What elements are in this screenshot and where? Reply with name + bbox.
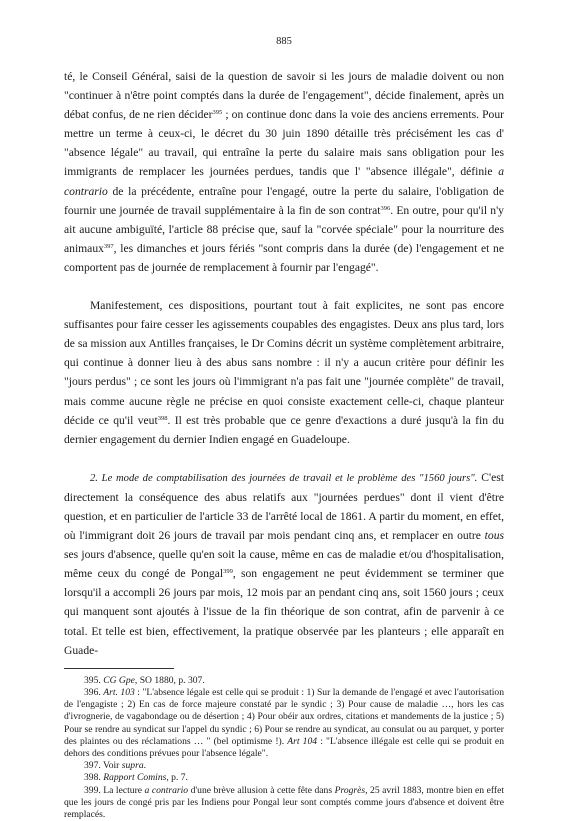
document-page	[64, 36, 504, 821]
page-number: 885	[276, 36, 292, 47]
footnote-395	[64, 675, 504, 687]
text: , les dimanches et jours fériés "sont compris dans la durée (de) l'engagement et ne comportent pas de journée de remplacement à fournir par l'engagé".	[64, 241, 504, 274]
footnote-separator	[64, 668, 174, 669]
text: de la précédente, entraîne pour l'engagé, outre la perte du salaire, l'obligation de fournir une journée de travail supplémentaire à la fin de son contrat	[64, 184, 504, 217]
footnote-ref-397: 397	[103, 242, 114, 250]
italic-text: a contrario	[64, 165, 504, 198]
italic-text: Progrès	[334, 784, 366, 796]
footnotes	[64, 675, 504, 821]
italic-text: Art. 103	[103, 686, 135, 698]
text: Manifestement, ces dispositions, pourtant tout à fait explicites, ne sont pas encore suffisantes pour faire cesser les agissements coupables des engagistes. Deux ans plus tard, lors de sa mission aux Antilles françaises, le Dr Comins décrit un système complètement arbitraire, qui continue à donner lieu à des abus sans nombre : il n'y a aucun critère pour définir les "jours perdus" ; ce sont les jours où l'immigrant n'a pas fait une "journée complète" de travail, mais comme aucune règle ne précise en quoi consiste exactement celle-ci, chaque planteur décide ce qu'il veut	[64, 299, 504, 427]
paragraph-2	[64, 296, 504, 449]
italic-text: Art 104	[287, 735, 318, 747]
text: d'une brève allusion à cette fête dans	[188, 784, 335, 796]
text: , son engagement ne peut évidemment se terminer que lorsqu'il a accompli 26 jours par mois, 12 mois par an pendant cinq ans, soit 1560 jours ; ceux qui manquent sont ajoutés à l'issue de la fin théorique de son contrat, afin de parvenir à ce total. Et telle est bien, effectivement, la pratique observée par les planteurs ; elle apparaît en Guade-	[64, 567, 504, 657]
text: : "L'absence légale est celle qui se produit : 1) Sur la demande de l'engagé et avec l'autorisation de l'engagiste ; 2) En cas de force majeure constaté par le syndic ; 3) Pour cause de maladie …, hors les cas d'ivrognerie, de vagabondage ou de désertion ; 4) Pour obéir aux ordres, citations et mandements de la justice ; 5) Pour se rendre au syndicat sur l'appel du syndic ; 6) Pour se rendre au syndicat, au consulat ou au parquet, y porter des plaintes ou des réclamations … " (bel optimisme !).	[64, 686, 504, 747]
paragraph-3	[64, 468, 504, 660]
footnote-number: 396.	[84, 686, 104, 698]
text: C'est directement la conséquence des abus relatifs aux "journées perdues" dont il vient d'être question, et en particulier de l'article 33 de l'arrêté local de 1861. A partir du moment, en effet, où l'immigrant doit 26 jours de travail par mois pendant cinq ans, et remplacer en outre	[64, 470, 504, 543]
text: ses jours d'absence, quelle qu'en soit la cause, même en cas de maladie et/ou d'hospitalisation, même ceux du congé de Pongal	[64, 548, 504, 581]
footnote-ref-395: 395	[212, 109, 223, 117]
text: . Il est très probable que ce genre d'exactions a duré jusqu'à la fin du dernier engagement du dernier Indien engagé en Guadeloupe.	[64, 413, 504, 446]
text: : "L'absence illégale est celle qui se produit en dehors des conditions prévues pour l'absence légale".	[64, 735, 504, 759]
footnote-399	[64, 785, 504, 821]
text: , p. 7.	[166, 772, 188, 784]
footnote-number: 395.	[84, 674, 104, 686]
italic-text: Rapport Comins	[103, 772, 167, 784]
italic-text: supra	[121, 760, 144, 772]
paragraph-spacer	[64, 449, 504, 468]
italic-text: tous	[484, 529, 504, 543]
text: . En outre, pour qu'il n'y ait aucune ambiguïté, l'article 88 précise que, sauf la "corvée spéciale" pour la nourriture des animaux	[64, 203, 504, 255]
footnote-397	[64, 760, 504, 772]
footnote-398	[64, 772, 504, 784]
text: , SO 1880, p. 307.	[134, 674, 205, 686]
paragraph-1	[64, 67, 504, 277]
text: té, le Conseil Général, saisi de la question de savoir si les jours de maladie doivent ou non "continuer à n'être point comptés dans la durée de l'engagement", décide finalement, après un débat confus, de ne rien décider	[64, 70, 504, 122]
text: .	[143, 760, 147, 772]
text: , 25 avril 1883, montre bien en effet que les jours de congé pris par les Indiens pour Pongal leur sont comptés comme jours d'absence et doivent être remplacés.	[64, 784, 505, 820]
footnote-number: 397. Voir	[84, 760, 122, 772]
footnote-number: 399. La lecture	[84, 784, 145, 796]
footnote-ref-396: 396	[380, 204, 391, 212]
text: ; on continue donc dans la voie des anciens errements. Pour mettre un terme à ceux-ci, le décret du 30 juin 1890 détaille très précisément les cas d' "absence légale" au travail, qui entraîne la perte du salaire mais sans obligation pour les immigrants de remplacer les journées perdues, tandis que l' "absence illégale", définie	[64, 108, 504, 179]
footnote-number: 398.	[84, 772, 104, 784]
italic-text: a contrario	[144, 784, 189, 796]
section-title: 2. Le mode de comptabilisation des journées de travail et le problème des "1560 jours".	[90, 472, 478, 484]
footnote-ref-399: 399	[223, 568, 233, 576]
footnote-396	[64, 687, 504, 760]
footnote-ref-398: 398	[157, 414, 168, 422]
paragraph-spacer	[64, 277, 504, 296]
italic-text: CG Gpe	[103, 674, 135, 686]
